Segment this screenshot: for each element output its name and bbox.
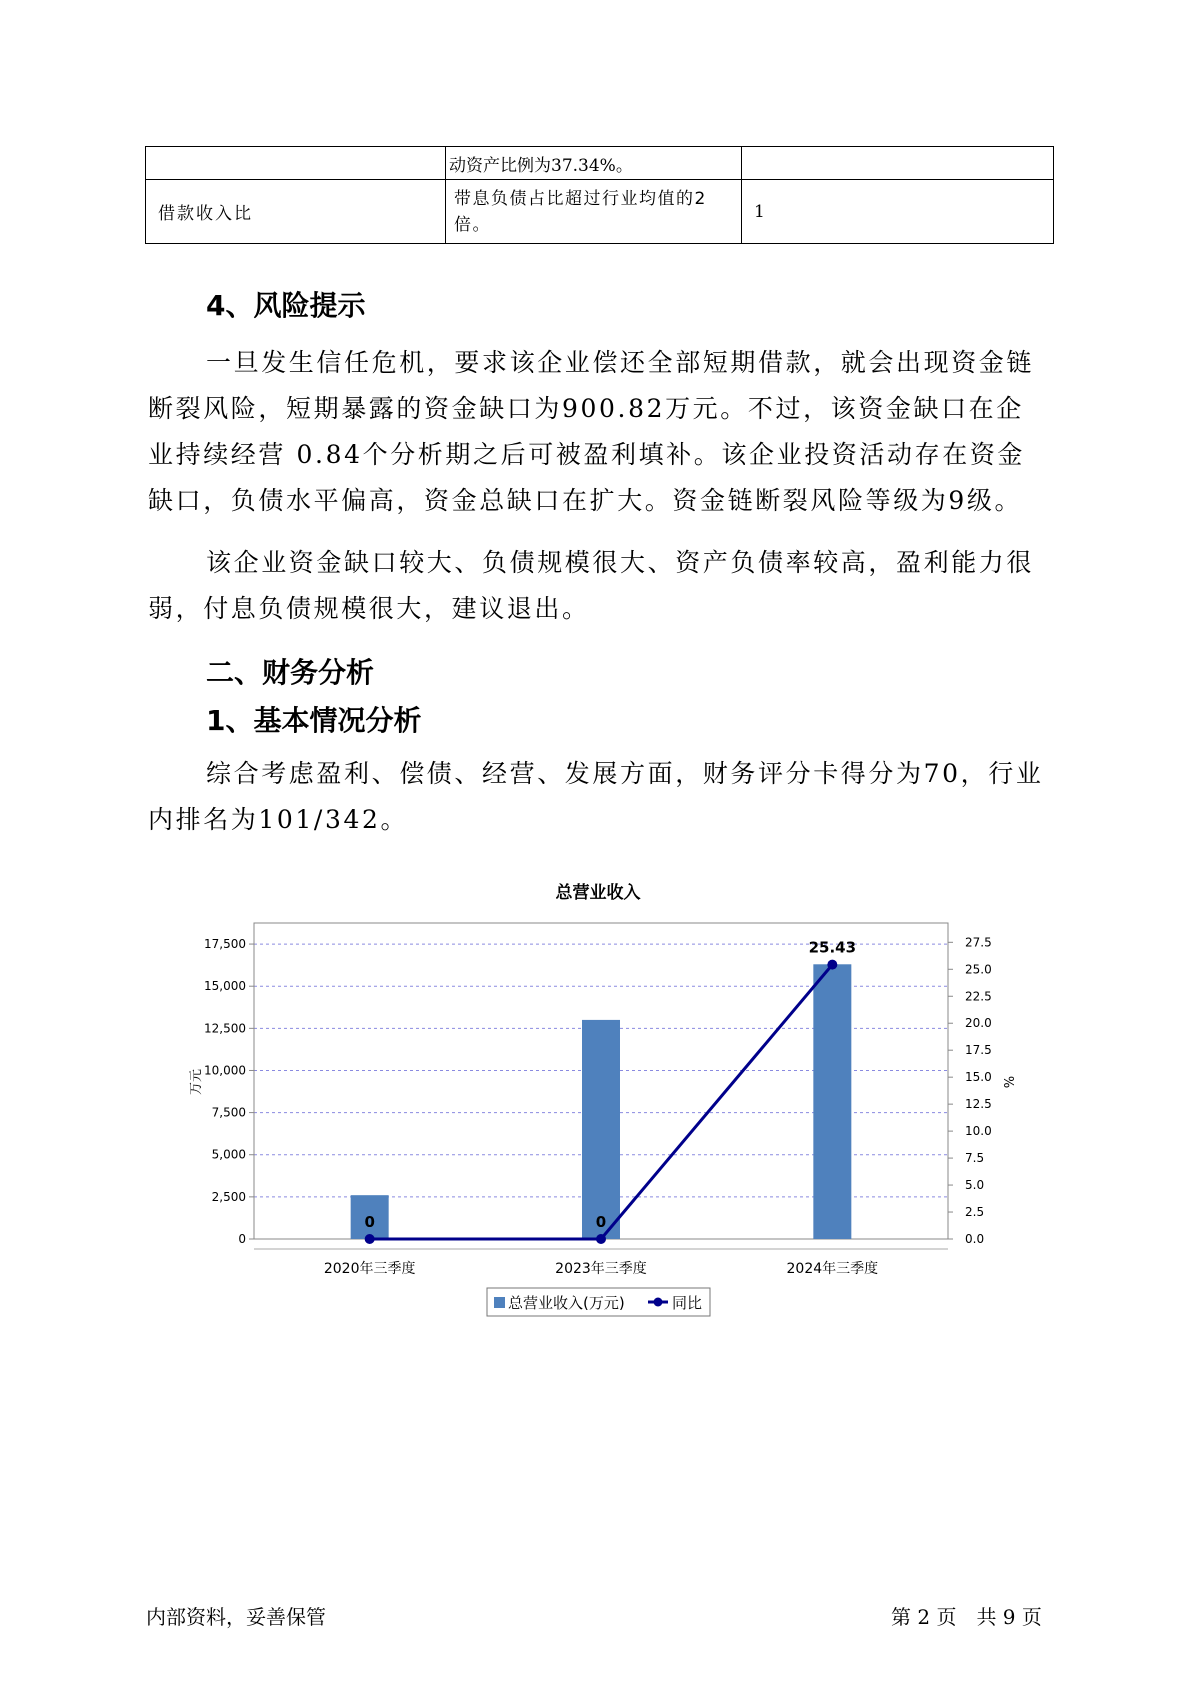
legend-line-label: 同比	[672, 1294, 703, 1312]
left-tick-label: 12,500	[204, 1021, 246, 1036]
section-subheading-basic: 1、基本情况分析	[206, 704, 422, 737]
line-point	[827, 960, 837, 970]
right-tick-label: 7.5	[965, 1151, 985, 1166]
right-tick-label: 27.5	[965, 935, 992, 950]
category-label: 2023年三季度	[555, 1261, 647, 1277]
category-axis-labels	[324, 1260, 878, 1277]
table-cell: 1	[742, 180, 1054, 244]
left-tick-label: 0	[238, 1232, 246, 1246]
data-label: 0	[595, 1213, 607, 1231]
right-axis-label: %	[1000, 1075, 1015, 1089]
category-label: 2024年三季度	[786, 1261, 879, 1277]
right-tick-label: 12.5	[965, 1097, 992, 1112]
left-tick-label: 7,500	[211, 1105, 246, 1120]
left-axis-ticks	[204, 937, 254, 1246]
legend-bar-label: 总营业收入(万元)	[508, 1294, 625, 1312]
right-tick-label: 5.0	[965, 1178, 985, 1193]
left-tick-label: 15,000	[204, 979, 246, 994]
legend-line-marker	[654, 1298, 663, 1307]
line-point	[596, 1234, 606, 1244]
line-point	[365, 1234, 375, 1244]
data-label: 0	[364, 1213, 375, 1231]
chart-legend	[487, 1288, 710, 1316]
finance-paragraph: 综合考虑盈利、偿债、经营、发展方面，财务评分卡得分为70，行业内排名为101/342。	[148, 759, 1044, 834]
bar-series	[351, 964, 852, 1239]
section-heading-risk: 4、风险提示	[206, 289, 366, 322]
table-cell: 带息负债占比超过行业均值的2倍。	[446, 180, 742, 244]
right-tick-label: 22.5	[965, 989, 992, 1004]
table-cell: 动资产比例为37.34%。	[446, 147, 742, 180]
right-tick-label: 25.0	[965, 962, 992, 977]
right-tick-label: 15.0	[965, 1070, 992, 1085]
right-tick-label: 17.5	[965, 1043, 992, 1058]
left-tick-label: 10,000	[204, 1063, 246, 1078]
footer-note: 内部资料，妥善保管	[146, 1605, 326, 1629]
right-tick-label: 0.0	[965, 1232, 985, 1246]
right-tick-label: 2.5	[965, 1205, 985, 1220]
category-label: 2020年三季度	[323, 1261, 416, 1277]
right-axis-ticks	[948, 935, 992, 1246]
data-label: 25.43	[808, 938, 857, 957]
bar	[582, 1020, 620, 1239]
section-heading-finance: 二、财务分析	[206, 656, 375, 689]
chart-title: 总营业收入	[555, 883, 641, 903]
page-number: 第 2 页 共 9 页	[891, 1605, 1042, 1629]
legend-bar-swatch	[494, 1297, 505, 1308]
left-tick-label: 5,000	[211, 1147, 246, 1162]
risk-paragraph-2: 该企业资金缺口较大、负债规模很大、资产负债率较高，盈利能力很弱，付息负债规模很大，建议退出。	[148, 548, 1035, 623]
left-tick-label: 17,500	[204, 937, 246, 952]
left-axis-label: 万元	[189, 1068, 204, 1096]
risk-paragraph-1: 一旦发生信任危机，要求该企业偿还全部短期借款，就会出现资金链断裂风险，短期暴露的资金缺口为900.82万元。不过，该资金缺口在企业持续经营 0.84个分析期之后可被盈利填补。该企业投资活动存在资金缺口，负债水平偏高，资金总缺口在扩大。资金链断裂风险等级为9级。	[148, 348, 1035, 515]
right-tick-label: 10.0	[965, 1124, 992, 1139]
table-cell: 借款收入比	[146, 180, 446, 244]
left-tick-label: 2,500	[211, 1189, 246, 1204]
bar	[813, 964, 851, 1239]
right-tick-label: 20.0	[965, 1016, 992, 1031]
